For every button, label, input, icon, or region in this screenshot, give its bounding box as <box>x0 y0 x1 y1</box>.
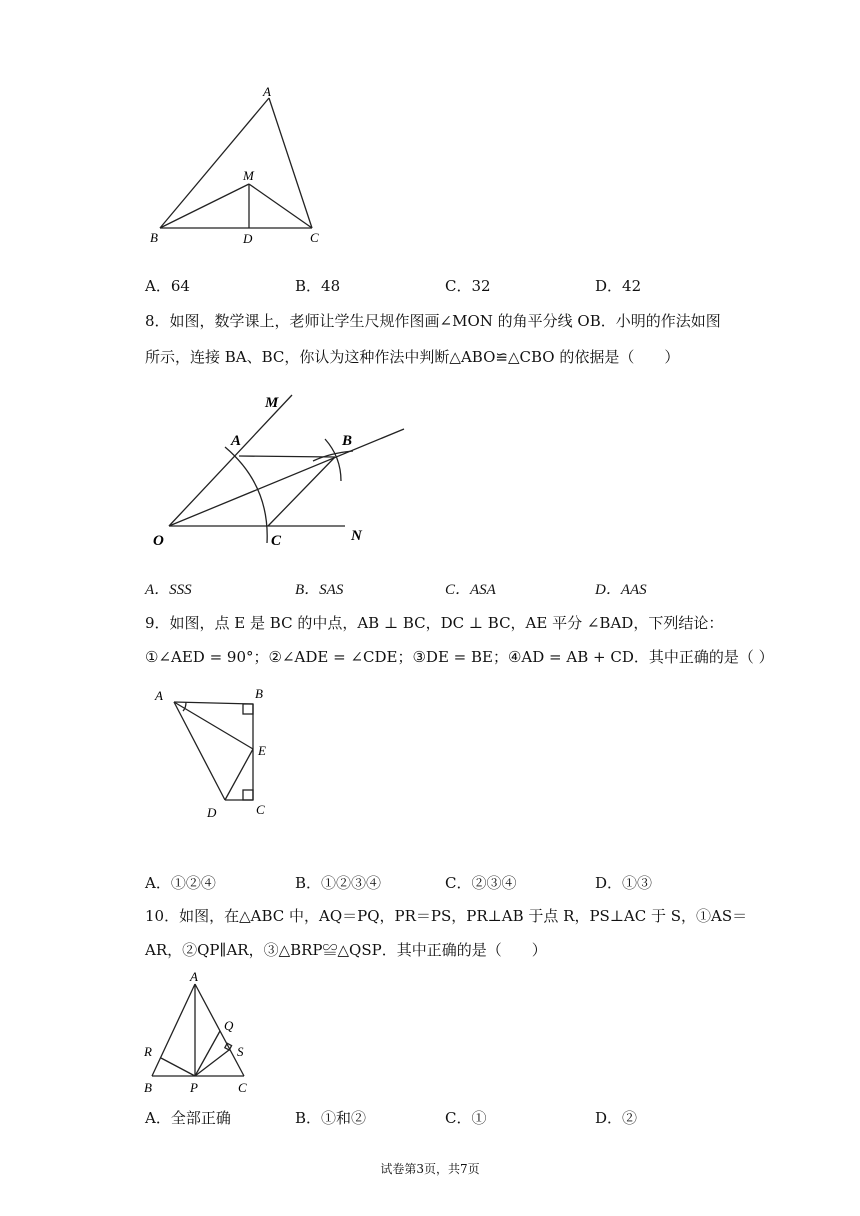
q8-option-b[interactable]: B．SAS <box>295 582 344 598</box>
q9-label-c: C <box>256 802 265 817</box>
q8-label-a: A <box>231 433 242 449</box>
q10-stem-line2: AR，②QP∥AR，③△BRP≌△QSP．其中正确的是（ ） <box>145 941 547 959</box>
q8-label-m: M <box>265 395 279 411</box>
q9-label-b: B <box>255 686 263 701</box>
q7-label-a: A <box>263 84 271 99</box>
q9-option-c[interactable]: C．②③④ <box>445 874 517 892</box>
q8-option-c[interactable]: C．ASA <box>445 582 496 598</box>
q10-label-b: B <box>144 1080 152 1095</box>
q8-stem-line1: 8．如图，数学课上，老师让学生尺规作图画∠MON 的角平分线 OB．小明的作法如图 <box>145 312 721 330</box>
q9-figure <box>145 680 285 825</box>
q10-option-d[interactable]: D．② <box>595 1109 638 1127</box>
q8-label-o: O <box>153 533 164 549</box>
q8-label-c: C <box>271 533 282 549</box>
q9-stem-line2: ①∠AED = 90°；②∠ADE = ∠CDE；③DE = BE；④AD = AB + CD．其中正确的是（ ） <box>145 648 774 666</box>
q7-label-c: C <box>310 230 319 245</box>
q9-label-e: E <box>258 743 266 758</box>
q9-option-d[interactable]: D．①③ <box>595 874 653 892</box>
q9-label-d: D <box>207 805 217 820</box>
q8-label-b: B <box>342 433 353 449</box>
q7-option-a[interactable]: A．64 <box>145 277 190 295</box>
q8-figure <box>145 385 415 555</box>
q8-option-d[interactable]: D．AAS <box>595 582 647 598</box>
q7-option-b[interactable]: B．48 <box>295 277 341 295</box>
q7-option-d[interactable]: D．42 <box>595 277 642 295</box>
q10-label-a: A <box>190 969 198 984</box>
q7-option-c[interactable]: C．32 <box>445 277 491 295</box>
q10-label-c: C <box>238 1080 247 1095</box>
q10-stem-line1: 10．如图，在△ABC 中，AQ＝PQ，PR＝PS，PR⊥AB 于点 R，PS⊥AC 于 S，①AS＝ <box>145 907 748 925</box>
q9-option-b[interactable]: B．①②③④ <box>295 874 382 892</box>
q9-option-a[interactable]: A．①②④ <box>145 874 216 892</box>
q8-stem-line2: 所示，连接 BA、BC，你认为这种作法中判断△ABO≌△CBO 的依据是（ ） <box>145 348 680 366</box>
q8-option-a[interactable]: A．SSS <box>145 582 192 598</box>
q10-label-r: R <box>144 1044 152 1059</box>
page-footer: 试卷第3页，共7页 <box>380 1162 480 1176</box>
q9-label-a: A <box>155 688 163 703</box>
q9-stem-line1: 9．如图，点 E 是 BC 的中点，AB ⊥ BC，DC ⊥ BC，AE 平分 ∠BAD，下列结论： <box>145 614 724 632</box>
q10-option-b[interactable]: B．①和② <box>295 1109 367 1127</box>
q10-option-c[interactable]: C．① <box>445 1109 487 1127</box>
q10-label-q: Q <box>224 1018 234 1033</box>
q10-option-a[interactable]: A．全部正确 <box>145 1109 231 1127</box>
q7-label-m: M <box>243 168 254 183</box>
q10-label-s: S <box>237 1044 244 1059</box>
q7-label-b: B <box>150 230 158 245</box>
q10-figure <box>140 968 260 1098</box>
q7-label-d: D <box>243 231 253 246</box>
q8-label-n: N <box>351 528 362 544</box>
q10-label-p: P <box>190 1080 198 1095</box>
q7-figure <box>140 80 340 250</box>
